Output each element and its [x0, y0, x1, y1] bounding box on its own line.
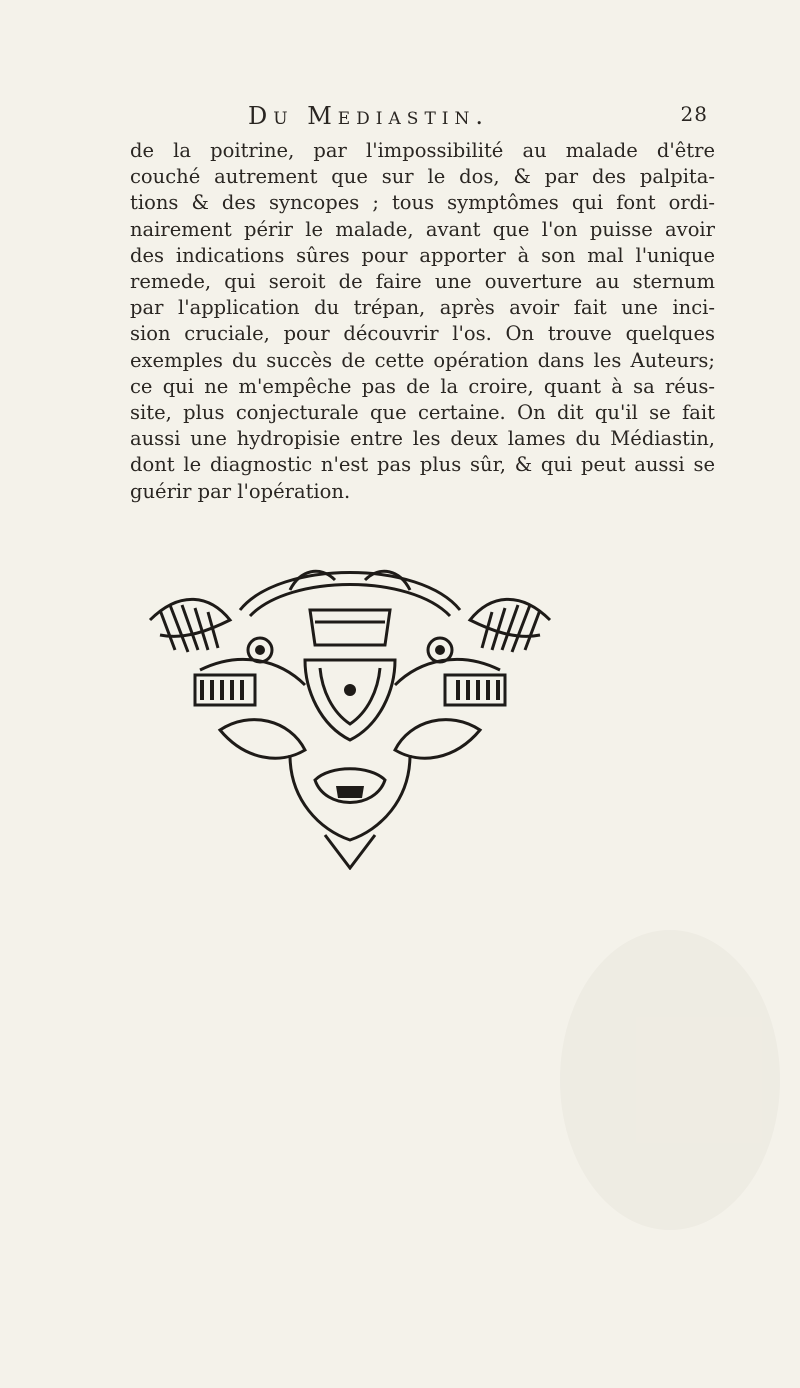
- text-line: exemples du succès de cette opération dans les Auteurs;: [130, 348, 715, 372]
- text-line: aussi une hydropisie entre les deux lames du Médiastin,: [130, 427, 715, 451]
- body-text: [130, 138, 715, 505]
- text-line: par l'application du trépan, après avoir fait une inci-: [130, 296, 715, 320]
- running-title: Du Mediastin.: [248, 102, 490, 130]
- running-header: [248, 102, 708, 136]
- text-line: des indications sûres pour apporter à son mal l'unique: [130, 243, 715, 267]
- text-line: sion cruciale, pour découvrir l'os. On trouve quelques: [130, 322, 715, 346]
- paper-stain: [560, 930, 780, 1230]
- text-line: de la poitrine, par l'impossibilité au malade d'être: [130, 139, 715, 162]
- text-line: tions & des syncopes ; tous symptômes qui font ordi-: [130, 191, 715, 215]
- text-line: ce qui ne m'empêche pas de la croire, quant à sa réus-: [130, 374, 715, 398]
- text-line: dont le diagnostic n'est pas plus sûr, & qui peut aussi se: [130, 453, 715, 477]
- text-line: guérir par l'opération.: [130, 479, 351, 503]
- text-line: site, plus conjecturale que certaine. On dit qu'il se fait: [130, 401, 715, 425]
- text-line: nairement périr le malade, avant que l'on puisse avoir: [130, 217, 715, 241]
- text-line: couché autrement que sur le dos, & par des palpita-: [130, 165, 715, 189]
- text-line: remede, qui seroit de faire une ouverture au sternum: [130, 270, 715, 294]
- page-number: 28: [680, 102, 708, 126]
- fleuron-tailpiece-icon: [140, 550, 560, 870]
